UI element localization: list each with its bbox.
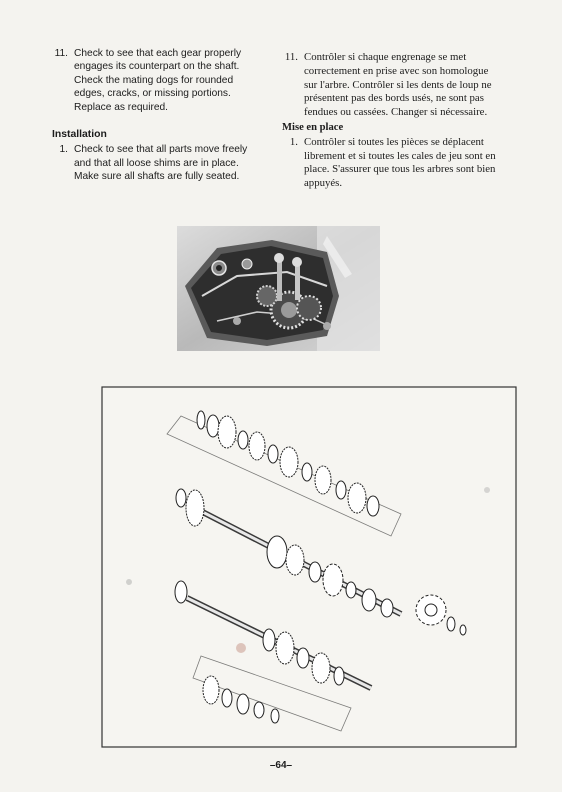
page-number: –64– bbox=[269, 760, 293, 771]
english-column bbox=[52, 47, 262, 184]
step-number: 11. bbox=[54, 48, 68, 59]
installation-heading: Installation bbox=[52, 129, 107, 141]
french-column bbox=[282, 51, 496, 191]
english-step-11 bbox=[52, 47, 262, 114]
step-number: 1. bbox=[289, 135, 298, 148]
step-text: Check to see that all parts move freely and that all loose shims are in place. Make sure all shafts are fully seated. bbox=[74, 144, 248, 183]
mise-en-place-heading: Mise en place bbox=[282, 121, 344, 133]
french-install-step-1 bbox=[282, 136, 496, 191]
step-text: Contrôler si chaque engrenage se met correctement en prise avec son homologue sur l'arbre. Contrôler si les dents de loup ne présentent pas des bords usés, ne sont pas fendues ou cassées. Changer si nécessaire. bbox=[304, 51, 492, 119]
english-install-step-1 bbox=[52, 143, 262, 183]
french-step-11 bbox=[282, 51, 496, 120]
step-text: Check to see that each gear properly engages its counterpart on the shaft. Check the mating dogs for rounded edges, cracks, or missing portions. Replace as required. bbox=[74, 48, 242, 113]
crankcase-photo bbox=[177, 226, 380, 351]
step-text: Contrôler si toutes les pièces se déplacent librement et si toutes les cales de jeu sont en place. S'assurer que tous les arbres sont bien appuyés. bbox=[304, 135, 496, 190]
transmission-diagram bbox=[101, 386, 517, 748]
step-number: 1. bbox=[59, 144, 68, 156]
step-number: 11. bbox=[284, 51, 298, 63]
